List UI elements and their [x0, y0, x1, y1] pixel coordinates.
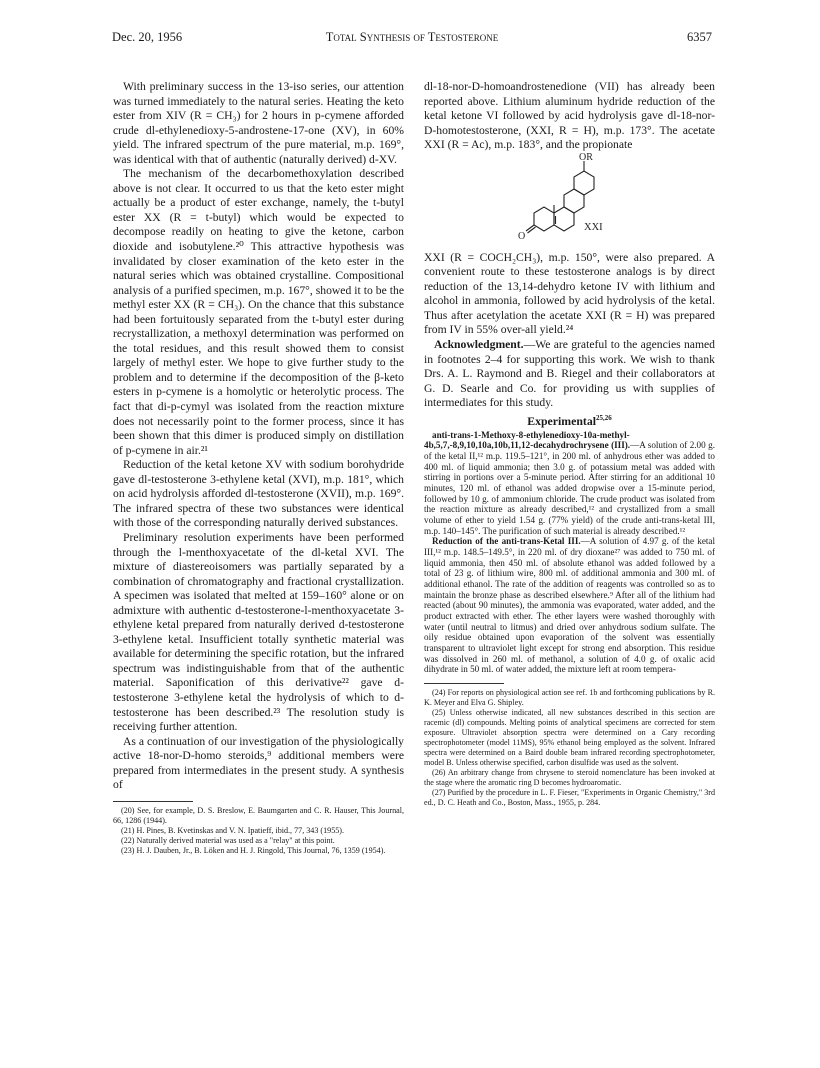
experimental-heading: Experimental$^{25,26}$ [527, 413, 612, 428]
experimental-heading-refs: 25,26 [596, 413, 612, 422]
paragraph: As a continuation of our investigation of the physiologically active 18-nor-D-homo steroids,⁹ additional members were prepared from intermediates in the present study. A synthesis of [113, 734, 404, 792]
page-header [112, 30, 712, 46]
chemical-structure [424, 153, 715, 249]
structure-top-label: OR [579, 152, 593, 163]
header-title: Total Synthesis of Testosterone [325, 30, 499, 44]
right-footnotes [424, 688, 715, 808]
footnote: (24) For reports on physiological action see ref. 1b and forthcoming publications by R. K. Meyer and Elva G. Shipley. [424, 687, 715, 707]
paragraph: XXI (R = COCH₂CH₃), m.p. 150°, were also prepared. A convenient route to these testosterone analogs is by direct reduction of the 13,14-dehydro ketone IV with lithium and alcohol in ammonia, followed by acid hydrolysis of the ketal. Thus after acetylation the acetate XXI (R = H) was prepared from IV in 55% over-all yield.²⁴ [424, 250, 715, 337]
acknowledgment-paragraph [424, 338, 715, 411]
footnote: (22) Naturally derived material was used as a "relay" at this point. [121, 835, 335, 845]
experimental-paragraph [424, 430, 715, 537]
experimental-section [424, 430, 715, 675]
left-footnotes [113, 806, 404, 856]
footnote: (25) Unless otherwise indicated, all new substances described in this section are racemic (dl) compounds. Melting points of analytical specimens are corrected for stem exposure. Ultraviolet absorption spectra were determined on a Cary recording spectrophotometer (model 11MS), 95% ethanol being employed as the solvent. Infrared spectra were determined on a Baird double beam infrared recording spectrophotometer, model B. Unless otherwise specified, carbon disulfide was used as the solvent. [424, 707, 715, 767]
acknowledgment-text: —We are grateful to the agencies named in footnotes 2–4 for supporting this work. We wish to thank Drs. A. L. Raymond and B. Riegel and their collaborators at G. D. Searle and Co. for providing us with supplies of intermediates for this study. [424, 338, 715, 410]
paragraph: Preliminary resolution experiments have been performed through the l-menthoxyacetate of the dl-ketal XVI. The mixture of diastereoisomers was partially separated by a combination of chromatography and fractional crystallization. A specimen was isolated that melted at 159–160° alone or on admixture with authentic d-testosterone-l-menthoxyacetate 3-ethylene ketal prepared from naturally derived d-testosterone 3-ethylene ketal. Insufficient totally synthetic material was available for determining the specific rotation, but the infrared spectrum was indistinguishable from that of the authentic material. Saponification of this derivative²² gave d-testosterone 3-ethylene ketal the hydrolysis of which to d-testosterone has been described.²³ The resolution study is receiving further attention. [113, 530, 404, 734]
experimental-title: Reduction of the anti-trans-Ketal III. [432, 536, 581, 547]
left-body-text [113, 80, 404, 793]
header-date: Dec. 20, 1956 [112, 30, 183, 44]
experimental-title: anti-trans-1-Methoxy-8-ethylenedioxy-10a-methyl-4b,5,7,-8,9,10,10a,10b,11,12-decahydrochrysene (III). [424, 429, 631, 451]
left-column [113, 80, 404, 856]
footnote: (23) H. J. Dauben, Jr., B. Löken and H. J. Ringold, This Journal, 76, 1359 (1954). [121, 845, 386, 855]
paragraph: Reduction of the ketal ketone XV with sodium borohydride gave dl-testosterone 3-ethylene ketal (XVI), m.p. 181°, which on acid hydrolysis afforded dl-testosterone (XVII), m.p. 169°. The infrared spectra of these two substances were identical with those of the corresponding naturally derived substances. [113, 458, 404, 530]
footnote: (21) H. Pines, B. Kvetinskas and V. N. Ipatieff, ibid., 77, 343 (1955). [121, 825, 345, 835]
structure-compound-label: XXI [584, 221, 603, 233]
right-column [424, 80, 715, 808]
acknowledgment-title: Acknowledgment. [434, 338, 524, 352]
footnote: (26) An arbitrary change from chrysene to steroid nomenclature has been invoked at the stage where the aromatic ring D becomes hydroaromatic. [424, 767, 715, 787]
header-page-number: 6357 [687, 30, 712, 44]
paragraph: dl-18-nor-D-homoandrostenedione (VII) has already been reported above. Lithium aluminum hydride reduction of the ketal ketone VI followed by acid hydrolysis gave dl-18-nor-D-homotestosterone, (XXI, R = H), m.p. 173°. The acetate XXI (R = Ac), m.p. 183°, and the propionate [424, 80, 715, 152]
footnote: (20) See, for example, D. S. Breslow, E. Baumgarten and C. R. Hauser, This Journal, 66, 1286 (1944). [113, 805, 404, 825]
footnote: (27) Purified by the procedure in L. F. Fieser, "Experiments in Organic Chemistry," 3rd ed., D. C. Heath and Co., Boston, Mass., 1955, p. 284. [424, 787, 715, 807]
footnote-divider [113, 801, 193, 802]
experimental-text: —A solution of 2.00 g. of the ketal II,¹² m.p. 119.5–121°, in 200 ml. of anhydrous ether was added to 400 ml. of liquid ammonia; then 3.0 g. of potassium metal was added with stirring in portions over a 5-minute period. After stirring for an additional 10 minutes, 120 ml. of ethanol was added dropwise over a 15-minute period, followed by 10 g. of ammonium chloride. The crude product was isolated from the reaction mixture as already described,¹² and crystallized from a small volume of ether to yield 1.54 g. (77% yield) of the crude anti-trans-ketal III, m.p. 140–145°. The purification of such material is already described.¹² [424, 440, 715, 536]
experimental-text: —A solution of 4.97 g. of the ketal III,¹² m.p. 148.5–149.5°, in 220 ml. of dry dioxane²⁷ was added to 750 ml. of liquid ammonia, then 450 ml. of absolute ethanol was added followed by a total of 23 g. of lithium wire, 800 ml. of additional ammonia and 300 ml. of additional ethanol. The rate of the addition of reagents was controlled so as to maintain the bronze phase as described elsewhere.⁹ After all of the lithium had reacted (about 90 minutes), the ammonia was evaporated, water added, and the product extracted with ether. The ether layers were washed thoroughly with water (until neutral to litmus) and dried over anhydrous sodium sulfate. The oily residue obtained upon evaporation of the solvent was essentially transparent to ultraviolet light except for strong end absorption. This residue was dissolved in 260 ml. of methanol, a solution of 4.0 g. of oxalic acid dihydrate in 50 ml. of water added, the mixture left at room tempera- [424, 536, 715, 675]
paragraph: With preliminary success in the 13-iso series, our attention was turned immediately to the natural series. Heating the keto ester from XIV (R = CH₃) for 2 hours in p-cymene afforded crude dl-ethylenedioxy-5-androstene-17-one (XV), in 60% yield. The infrared spectrum of the pure material, m.p. 169°, was identical with that of authentic (naturally derived) d-XV. [113, 80, 404, 166]
paragraph: The mechanism of the decarbomethoxylation described above is not clear. It occurred to us that the keto ester might actually be a product of ester exchange, namely, the t-butyl ester XX (R = t-butyl) which would be expected to decompose readily on heating to give the ketone, carbon dioxide and isobutylene.²⁰ This attractive hypothesis was invalidated by closer examination of the keto ester in the natural series which was obtained crystalline. Compositional analysis of a purified specimen, m.p. 167°, showed it to be the methyl ester XX (R = CH₃). On the chance that this substance had been fortuitously separated from the t-butyl ester during recrystallization, a methoxyl determination was performed on the total residues, and this result showed them to consist largely of methyl ester. We hope to give further study to the problem and to determine if the decomposition of the β-keto esters in p-cymene is a homolytic or heterolytic process. The fact that di-p-cymyl was isolated from the reaction mixture does not necessarily point to the former process, since it has been shown that this dimer is produced simply on distillation of p-cymene in air.²¹ [113, 167, 404, 457]
structure-oxygen-label: O [518, 230, 526, 242]
steroid-skeleton-diagram [424, 153, 715, 249]
experimental-paragraph [424, 536, 715, 675]
footnote-divider [424, 683, 504, 684]
